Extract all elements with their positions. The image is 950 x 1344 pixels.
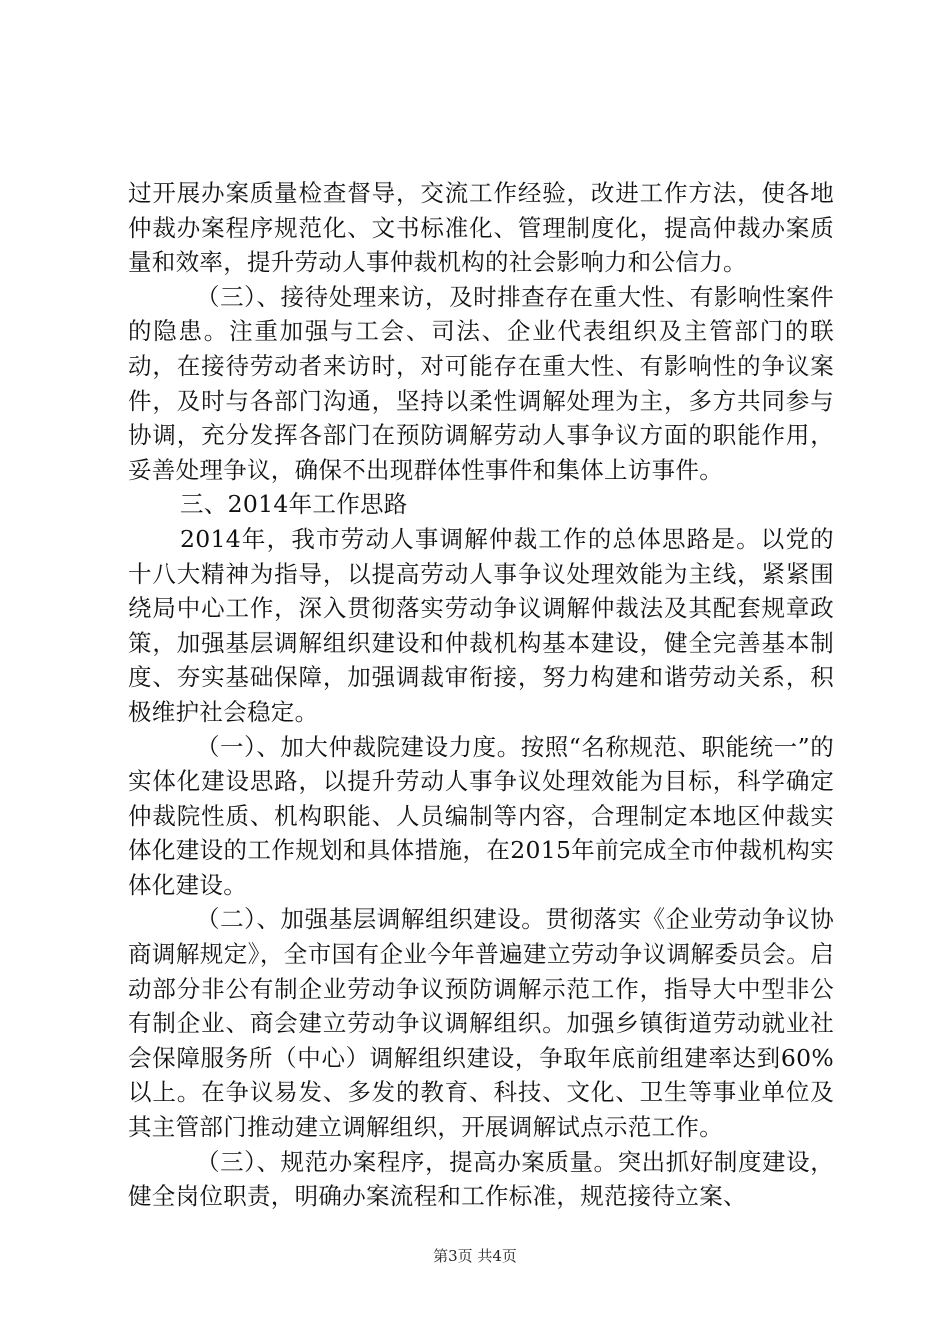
section-heading-2014-plan: 三、2014年工作思路 (180, 490, 408, 519)
paragraph-continued: 过开展办案质量检查督导，交流工作经验，改进工作方法，使各地仲裁办案程序规范化、文书标准化、管理制度化，提高仲裁办案质量和效率，提升劳动人事仲裁机构的社会影响力和公信力。 (128, 179, 834, 277)
document-body (128, 176, 834, 1214)
paragraph-item-1-arbitration-court: （一）、加大仲裁院建设力度。按照“名称规范、职能统一”的实体化建设思路，以提升劳动人事争议处理效能为目标，科学确定仲裁院性质、机构职能、人员编制等内容，合理制定本地区仲裁实体化建设的工作规划和具体措施，在2015年前完成全市仲裁机构实体化建设。 (128, 732, 834, 899)
paragraph-item-3-visits: （三）、接待处理来访，及时排查存在重大性、有影响性案件的隐患。注重加强与工会、司法、企业代表组织及主管部门的联动，在接待劳动者来访时，对可能存在重大性、有影响性的争议案件，及时与各部门沟通，坚持以柔性调解处理为主，多方共同参与协调，充分发挥各部门在预防调解劳动人事争议方面的职能作用，妥善处理争议，确保不出现群体性事件和集体上访事件。 (128, 282, 834, 484)
page-number-footer: 第3页 共4页 (433, 1247, 517, 1265)
paragraph-item-2-mediation-orgs: （二）、加强基层调解组织建设。贯彻落实《企业劳动争议协商调解规定》，全市国有企业今年普遍建立劳动争议调解委员会。启动部分非公有制企业劳动争议预防调解示范工作，指导大中型非公有制企业、商会建立劳动争议调解组织。加强乡镇街道劳动就业社会保障服务所（中心）调解组织建设，争取年底前组建率达到60%以上。在争议易发、多发的教育、科技、文化、卫生等事业单位及其主管部门推动建立调解组织，开展调解试点示范工作。 (128, 905, 834, 1142)
paragraph-item-3-procedures: （三）、规范办案程序，提高办案质量。突出抓好制度建设，健全岗位职责，明确办案流程和工作标准，规范接待立案、 (128, 1147, 834, 1211)
paragraph-overall-approach: 2014年，我市劳动人事调解仲裁工作的总体思路是。以党的十八大精神为指导，以提高劳动人事争议处理效能为主线，紧紧围绕局中心工作，深入贯彻落实劳动争议调解仲裁法及其配套规章政策，加强基层调解组织建设和仲裁机构基本建设，健全完善基本制度、夯实基础保障，加强调裁审衔接，努力构建和谐劳动关系，积极维护社会稳定。 (128, 524, 834, 726)
